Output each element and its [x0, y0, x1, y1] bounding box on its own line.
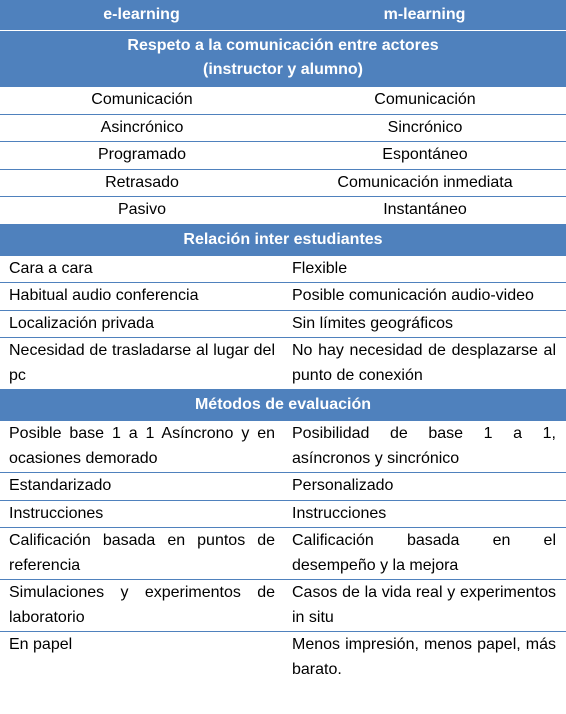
section-title-evaluation: Métodos de evaluación: [0, 390, 566, 421]
cell-e-learning: Pasivo: [117, 201, 167, 218]
table-row: [0, 421, 566, 473]
table-row: [0, 632, 566, 683]
table-row: [0, 528, 566, 580]
table-row: [0, 473, 566, 501]
table-row: [0, 170, 566, 198]
cell-m-learning: Posible comunicación audio-video: [292, 287, 534, 304]
cell-m-learning: Personalizado: [292, 477, 394, 494]
cell-e-learning: Habitual audio conferencia: [9, 287, 199, 304]
cell-m-learning: Casos de la vida real y experimentos in situ: [292, 584, 556, 626]
cell-m-learning: Espontáneo: [382, 146, 468, 163]
table-row: [0, 580, 566, 632]
cell-m-learning: Sin límites geográficos: [292, 314, 453, 332]
cell-e-learning: Cara a cara: [9, 259, 93, 277]
table-row: [0, 256, 566, 284]
cell-e-learning: Posible base 1 a 1 Asíncrono y en ocasiones demorado: [9, 425, 275, 467]
cell-e-learning: Instrucciones: [9, 504, 104, 522]
cell-m-learning: Posibilidad de base 1 a 1, asíncronos y sincrónico: [292, 425, 556, 467]
table-row: [0, 197, 566, 225]
cell-m-learning: Instantáneo: [383, 201, 467, 218]
section-title-students: Relación inter estudiantes: [0, 225, 566, 256]
cell-m-learning: Instrucciones: [292, 504, 387, 522]
header-m-learning: m-learning: [383, 6, 466, 23]
cell-e-learning: Necesidad de trasladarse al lugar del pc: [9, 342, 275, 384]
table-row: [0, 115, 566, 143]
cell-m-learning: No hay necesidad de desplazarse al punto de conexión: [292, 342, 556, 384]
cell-m-learning: Sincrónico: [387, 118, 463, 136]
cell-e-learning: Estandarizado: [9, 477, 112, 494]
table-row: [0, 501, 566, 529]
cell-m-learning: Flexible: [292, 259, 348, 277]
cell-e-learning: Retrasado: [105, 173, 179, 191]
table-row: [0, 142, 566, 170]
table-row: [0, 87, 566, 115]
table-row: [0, 283, 566, 311]
table-header: [0, 0, 566, 31]
section-title-communication: [0, 31, 566, 87]
section-title-line: (instructor y alumno): [202, 61, 363, 78]
cell-m-learning: Menos impresión, menos papel, más barato.: [292, 636, 556, 678]
cell-e-learning: Simulaciones y experimentos de laboratorio: [9, 584, 275, 626]
cell-m-learning: Comunicación: [374, 91, 476, 108]
cell-e-learning: Programado: [97, 146, 187, 163]
section-title-line: Respeto a la comunicación entre actores: [127, 37, 439, 54]
cell-m-learning: Calificación basada en el desempeño y la mejora: [292, 532, 556, 574]
cell-e-learning: Localización privada: [9, 314, 154, 332]
cell-e-learning: Comunicación: [91, 91, 193, 108]
table-row: [0, 338, 566, 390]
cell-e-learning: Asincrónico: [100, 118, 184, 136]
cell-m-learning: Comunicación inmediata: [337, 173, 513, 191]
table-row: [0, 311, 566, 339]
cell-e-learning: En papel: [9, 636, 73, 653]
cell-e-learning: Calificación basada en puntos de referencia: [9, 532, 275, 574]
header-e-learning: e-learning: [103, 6, 180, 23]
